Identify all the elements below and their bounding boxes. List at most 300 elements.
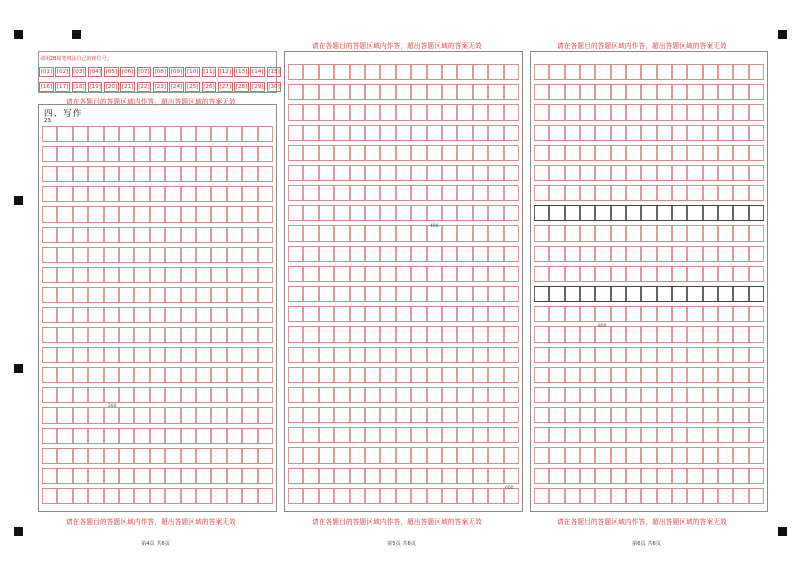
grid-cell[interactable] (119, 127, 134, 141)
grid-cell[interactable] (73, 268, 88, 282)
grid-cell[interactable] (334, 408, 349, 422)
grid-cell[interactable] (319, 307, 334, 321)
grid-cell[interactable] (488, 489, 503, 503)
grid-cell[interactable] (73, 288, 88, 302)
grid-cell[interactable] (196, 348, 211, 362)
grid-cell[interactable] (457, 206, 472, 220)
grid-cell[interactable] (427, 489, 442, 503)
grid-cell[interactable] (657, 448, 672, 462)
grid-cell[interactable] (580, 327, 595, 341)
grid-cell[interactable] (181, 228, 196, 242)
grid-cell[interactable] (227, 207, 242, 221)
grid-cell[interactable] (258, 368, 273, 382)
grid-cell[interactable] (288, 287, 303, 301)
grid-cell[interactable] (718, 368, 733, 382)
grid-cell[interactable] (303, 85, 318, 99)
grid-cell[interactable] (396, 226, 411, 240)
grid-cell[interactable] (396, 348, 411, 362)
grid-cell[interactable] (749, 85, 764, 99)
grid-cell[interactable] (165, 308, 180, 322)
grid-cell[interactable] (365, 206, 380, 220)
grid-cell[interactable] (411, 348, 426, 362)
grid-cell[interactable] (565, 247, 580, 261)
grid-cell[interactable] (580, 428, 595, 442)
grid-cell[interactable] (703, 105, 718, 119)
grid-cell[interactable] (657, 408, 672, 422)
grid-cell[interactable] (88, 167, 103, 181)
grid-cell[interactable] (104, 489, 119, 503)
grid-cell[interactable] (104, 388, 119, 402)
grid-cell[interactable] (196, 147, 211, 161)
grid-cell[interactable] (134, 248, 149, 262)
seat-number-option[interactable]: [15] (268, 69, 280, 75)
seat-number-option[interactable]: [26] (203, 84, 215, 90)
grid-cell[interactable] (134, 388, 149, 402)
grid-cell[interactable] (303, 247, 318, 261)
grid-cell[interactable] (427, 126, 442, 140)
grid-cell[interactable] (57, 308, 72, 322)
grid-cell[interactable] (350, 348, 365, 362)
grid-cell[interactable] (57, 187, 72, 201)
grid-cell[interactable] (595, 469, 610, 483)
grid-cell[interactable] (457, 226, 472, 240)
grid-cell[interactable] (549, 105, 564, 119)
grid-cell[interactable] (350, 469, 365, 483)
grid-cell[interactable] (119, 228, 134, 242)
grid-cell[interactable] (687, 267, 702, 281)
grid-cell[interactable] (411, 448, 426, 462)
grid-cell[interactable] (565, 206, 580, 220)
grid-cell[interactable] (411, 146, 426, 160)
grid-cell[interactable] (165, 328, 180, 342)
grid-cell[interactable] (57, 388, 72, 402)
grid-cell[interactable] (657, 287, 672, 301)
grid-cell[interactable] (488, 428, 503, 442)
grid-cell[interactable] (488, 448, 503, 462)
grid-cell[interactable] (365, 388, 380, 402)
grid-cell[interactable] (749, 287, 764, 301)
grid-cell[interactable] (611, 348, 626, 362)
grid-cell[interactable] (42, 388, 57, 402)
grid-cell[interactable] (488, 469, 503, 483)
grid-cell[interactable] (365, 368, 380, 382)
grid-cell[interactable] (626, 388, 641, 402)
grid-cell[interactable] (73, 408, 88, 422)
grid-cell[interactable] (196, 207, 211, 221)
grid-cell[interactable] (733, 469, 748, 483)
grid-cell[interactable] (303, 368, 318, 382)
grid-cell[interactable] (288, 408, 303, 422)
grid-cell[interactable] (119, 288, 134, 302)
grid-cell[interactable] (549, 126, 564, 140)
grid-cell[interactable] (611, 267, 626, 281)
grid-cell[interactable] (258, 187, 273, 201)
grid-cell[interactable] (134, 368, 149, 382)
grid-cell[interactable] (626, 85, 641, 99)
grid-cell[interactable] (88, 429, 103, 443)
grid-cell[interactable] (258, 408, 273, 422)
grid-cell[interactable] (687, 105, 702, 119)
grid-cell[interactable] (442, 489, 457, 503)
grid-cell[interactable] (703, 348, 718, 362)
grid-cell[interactable] (196, 268, 211, 282)
grid-cell[interactable] (427, 267, 442, 281)
grid-cell[interactable] (718, 146, 733, 160)
grid-cell[interactable] (534, 348, 549, 362)
grid-cell[interactable] (611, 105, 626, 119)
grid-cell[interactable] (749, 126, 764, 140)
grid-cell[interactable] (303, 469, 318, 483)
grid-cell[interactable] (457, 368, 472, 382)
grid-cell[interactable] (703, 489, 718, 503)
grid-cell[interactable] (350, 287, 365, 301)
grid-cell[interactable] (595, 428, 610, 442)
grid-cell[interactable] (288, 85, 303, 99)
grid-cell[interactable] (196, 127, 211, 141)
grid-cell[interactable] (442, 348, 457, 362)
seat-number-option[interactable]: [19] (89, 84, 101, 90)
grid-cell[interactable] (580, 469, 595, 483)
grid-cell[interactable] (350, 388, 365, 402)
grid-cell[interactable] (211, 408, 226, 422)
grid-cell[interactable] (181, 388, 196, 402)
grid-cell[interactable] (626, 489, 641, 503)
grid-cell[interactable] (150, 308, 165, 322)
grid-cell[interactable] (427, 287, 442, 301)
grid-cell[interactable] (657, 226, 672, 240)
grid-cell[interactable] (565, 166, 580, 180)
grid-cell[interactable] (104, 348, 119, 362)
grid-cell[interactable] (242, 328, 257, 342)
grid-cell[interactable] (457, 388, 472, 402)
grid-cell[interactable] (580, 368, 595, 382)
grid-cell[interactable] (580, 448, 595, 462)
grid-cell[interactable] (334, 65, 349, 79)
grid-cell[interactable] (134, 408, 149, 422)
grid-cell[interactable] (73, 489, 88, 503)
grid-cell[interactable] (119, 167, 134, 181)
grid-cell[interactable] (380, 469, 395, 483)
grid-cell[interactable] (580, 489, 595, 503)
grid-cell[interactable] (134, 167, 149, 181)
grid-cell[interactable] (365, 105, 380, 119)
grid-cell[interactable] (319, 267, 334, 281)
seat-number-option[interactable]: [21] (121, 84, 134, 90)
grid-cell[interactable] (457, 126, 472, 140)
grid-cell[interactable] (42, 368, 57, 382)
grid-cell[interactable] (626, 307, 641, 321)
grid-cell[interactable] (565, 65, 580, 79)
grid-cell[interactable] (534, 307, 549, 321)
seat-number-option[interactable]: [16] (40, 84, 53, 90)
seat-number-option[interactable]: [22] (138, 84, 150, 90)
grid-cell[interactable] (580, 65, 595, 79)
grid-cell[interactable] (718, 388, 733, 402)
grid-cell[interactable] (411, 105, 426, 119)
grid-cell[interactable] (657, 146, 672, 160)
grid-cell[interactable] (657, 247, 672, 261)
grid-cell[interactable] (334, 448, 349, 462)
grid-cell[interactable] (442, 469, 457, 483)
grid-cell[interactable] (703, 267, 718, 281)
grid-cell[interactable] (350, 428, 365, 442)
grid-cell[interactable] (672, 388, 687, 402)
grid-cell[interactable] (595, 186, 610, 200)
grid-cell[interactable] (350, 247, 365, 261)
grid-cell[interactable] (427, 428, 442, 442)
grid-cell[interactable] (427, 85, 442, 99)
grid-cell[interactable] (42, 268, 57, 282)
grid-cell[interactable] (442, 126, 457, 140)
grid-cell[interactable] (534, 65, 549, 79)
grid-cell[interactable] (303, 65, 318, 79)
grid-cell[interactable] (733, 267, 748, 281)
grid-cell[interactable] (488, 85, 503, 99)
grid-cell[interactable] (565, 448, 580, 462)
grid-cell[interactable] (211, 429, 226, 443)
grid-cell[interactable] (104, 308, 119, 322)
grid-cell[interactable] (73, 328, 88, 342)
grid-cell[interactable] (42, 308, 57, 322)
grid-cell[interactable] (42, 167, 57, 181)
grid-cell[interactable] (411, 368, 426, 382)
grid-cell[interactable] (211, 489, 226, 503)
grid-cell[interactable] (411, 126, 426, 140)
grid-cell[interactable] (396, 469, 411, 483)
grid-cell[interactable] (504, 146, 519, 160)
grid-cell[interactable] (303, 146, 318, 160)
grid-cell[interactable] (488, 247, 503, 261)
grid-cell[interactable] (150, 489, 165, 503)
grid-cell[interactable] (380, 85, 395, 99)
grid-cell[interactable] (488, 408, 503, 422)
grid-cell[interactable] (488, 327, 503, 341)
grid-cell[interactable] (242, 248, 257, 262)
grid-cell[interactable] (687, 408, 702, 422)
grid-cell[interactable] (88, 147, 103, 161)
grid-cell[interactable] (396, 166, 411, 180)
grid-cell[interactable] (565, 226, 580, 240)
grid-cell[interactable] (380, 287, 395, 301)
grid-cell[interactable] (611, 65, 626, 79)
grid-cell[interactable] (334, 327, 349, 341)
grid-cell[interactable] (749, 348, 764, 362)
grid-cell[interactable] (488, 166, 503, 180)
grid-cell[interactable] (442, 105, 457, 119)
grid-cell[interactable] (350, 166, 365, 180)
grid-cell[interactable] (488, 226, 503, 240)
grid-cell[interactable] (134, 127, 149, 141)
grid-cell[interactable] (457, 267, 472, 281)
grid-cell[interactable] (703, 428, 718, 442)
grid-cell[interactable] (88, 348, 103, 362)
grid-cell[interactable] (181, 429, 196, 443)
grid-cell[interactable] (134, 348, 149, 362)
grid-cell[interactable] (611, 85, 626, 99)
grid-cell[interactable] (365, 408, 380, 422)
grid-cell[interactable] (380, 368, 395, 382)
grid-cell[interactable] (258, 268, 273, 282)
grid-cell[interactable] (365, 448, 380, 462)
grid-cell[interactable] (73, 449, 88, 463)
grid-cell[interactable] (411, 489, 426, 503)
grid-cell[interactable] (319, 126, 334, 140)
grid-cell[interactable] (211, 167, 226, 181)
grid-cell[interactable] (534, 126, 549, 140)
seat-number-option[interactable]: [09] (170, 69, 183, 75)
grid-cell[interactable] (104, 449, 119, 463)
grid-cell[interactable] (442, 247, 457, 261)
grid-cell[interactable] (672, 247, 687, 261)
grid-cell[interactable] (549, 287, 564, 301)
grid-cell[interactable] (150, 368, 165, 382)
grid-cell[interactable] (657, 186, 672, 200)
grid-cell[interactable] (672, 469, 687, 483)
grid-cell[interactable] (288, 206, 303, 220)
grid-cell[interactable] (396, 267, 411, 281)
grid-cell[interactable] (442, 186, 457, 200)
grid-cell[interactable] (749, 166, 764, 180)
grid-cell[interactable] (319, 85, 334, 99)
grid-cell[interactable] (319, 226, 334, 240)
grid-cell[interactable] (150, 449, 165, 463)
grid-cell[interactable] (565, 267, 580, 281)
grid-cell[interactable] (457, 105, 472, 119)
grid-cell[interactable] (718, 206, 733, 220)
grid-cell[interactable] (380, 448, 395, 462)
grid-cell[interactable] (626, 469, 641, 483)
grid-cell[interactable] (473, 448, 488, 462)
grid-cell[interactable] (473, 428, 488, 442)
grid-cell[interactable] (565, 307, 580, 321)
grid-cell[interactable] (611, 146, 626, 160)
grid-cell[interactable] (672, 105, 687, 119)
grid-cell[interactable] (42, 187, 57, 201)
grid-cell[interactable] (733, 126, 748, 140)
grid-cell[interactable] (57, 147, 72, 161)
grid-cell[interactable] (718, 307, 733, 321)
grid-cell[interactable] (150, 248, 165, 262)
grid-cell[interactable] (57, 449, 72, 463)
seat-number-option[interactable]: [04] (89, 69, 101, 75)
grid-cell[interactable] (733, 368, 748, 382)
grid-cell[interactable] (749, 469, 764, 483)
seat-number-option[interactable]: [23] (154, 84, 166, 90)
grid-cell[interactable] (104, 328, 119, 342)
grid-cell[interactable] (411, 186, 426, 200)
grid-cell[interactable] (165, 268, 180, 282)
grid-cell[interactable] (733, 287, 748, 301)
grid-cell[interactable] (303, 448, 318, 462)
grid-cell[interactable] (595, 226, 610, 240)
grid-cell[interactable] (641, 327, 656, 341)
grid-cell[interactable] (534, 428, 549, 442)
grid-cell[interactable] (258, 308, 273, 322)
grid-cell[interactable] (595, 126, 610, 140)
grid-cell[interactable] (104, 429, 119, 443)
grid-cell[interactable] (150, 288, 165, 302)
grid-cell[interactable] (534, 146, 549, 160)
seat-number-option[interactable]: [12] (219, 69, 231, 75)
grid-cell[interactable] (365, 287, 380, 301)
grid-cell[interactable] (703, 307, 718, 321)
grid-cell[interactable] (88, 248, 103, 262)
grid-cell[interactable] (334, 287, 349, 301)
grid-cell[interactable] (319, 368, 334, 382)
grid-cell[interactable] (641, 448, 656, 462)
grid-cell[interactable] (73, 187, 88, 201)
grid-cell[interactable] (88, 127, 103, 141)
grid-cell[interactable] (457, 408, 472, 422)
grid-cell[interactable] (303, 428, 318, 442)
grid-cell[interactable] (641, 146, 656, 160)
grid-cell[interactable] (703, 226, 718, 240)
grid-cell[interactable] (718, 267, 733, 281)
grid-cell[interactable] (57, 248, 72, 262)
grid-cell[interactable] (396, 146, 411, 160)
grid-cell[interactable] (749, 65, 764, 79)
grid-cell[interactable] (427, 327, 442, 341)
grid-cell[interactable] (687, 469, 702, 483)
grid-cell[interactable] (595, 348, 610, 362)
grid-cell[interactable] (380, 267, 395, 281)
grid-cell[interactable] (504, 368, 519, 382)
grid-cell[interactable] (473, 226, 488, 240)
grid-cell[interactable] (334, 469, 349, 483)
grid-cell[interactable] (288, 186, 303, 200)
grid-cell[interactable] (687, 247, 702, 261)
grid-cell[interactable] (211, 268, 226, 282)
grid-cell[interactable] (334, 348, 349, 362)
grid-cell[interactable] (672, 126, 687, 140)
grid-cell[interactable] (427, 65, 442, 79)
grid-cell[interactable] (488, 267, 503, 281)
grid-cell[interactable] (534, 327, 549, 341)
grid-cell[interactable] (442, 85, 457, 99)
grid-cell[interactable] (288, 146, 303, 160)
grid-cell[interactable] (288, 105, 303, 119)
grid-cell[interactable] (580, 206, 595, 220)
grid-cell[interactable] (319, 388, 334, 402)
grid-cell[interactable] (672, 146, 687, 160)
grid-cell[interactable] (150, 268, 165, 282)
grid-cell[interactable] (181, 308, 196, 322)
grid-cell[interactable] (258, 127, 273, 141)
grid-cell[interactable] (641, 489, 656, 503)
grid-cell[interactable] (211, 449, 226, 463)
grid-cell[interactable] (42, 147, 57, 161)
grid-cell[interactable] (319, 166, 334, 180)
grid-cell[interactable] (657, 126, 672, 140)
grid-cell[interactable] (42, 408, 57, 422)
seat-number-option[interactable]: [06] (121, 69, 134, 75)
grid-cell[interactable] (641, 206, 656, 220)
grid-cell[interactable] (595, 287, 610, 301)
grid-cell[interactable] (365, 146, 380, 160)
grid-cell[interactable] (504, 105, 519, 119)
grid-cell[interactable] (749, 428, 764, 442)
grid-cell[interactable] (427, 408, 442, 422)
grid-cell[interactable] (42, 449, 57, 463)
grid-cell[interactable] (442, 327, 457, 341)
grid-cell[interactable] (457, 287, 472, 301)
grid-cell[interactable] (442, 166, 457, 180)
grid-cell[interactable] (196, 469, 211, 483)
grid-cell[interactable] (57, 127, 72, 141)
grid-cell[interactable] (534, 166, 549, 180)
grid-cell[interactable] (181, 368, 196, 382)
grid-cell[interactable] (488, 307, 503, 321)
